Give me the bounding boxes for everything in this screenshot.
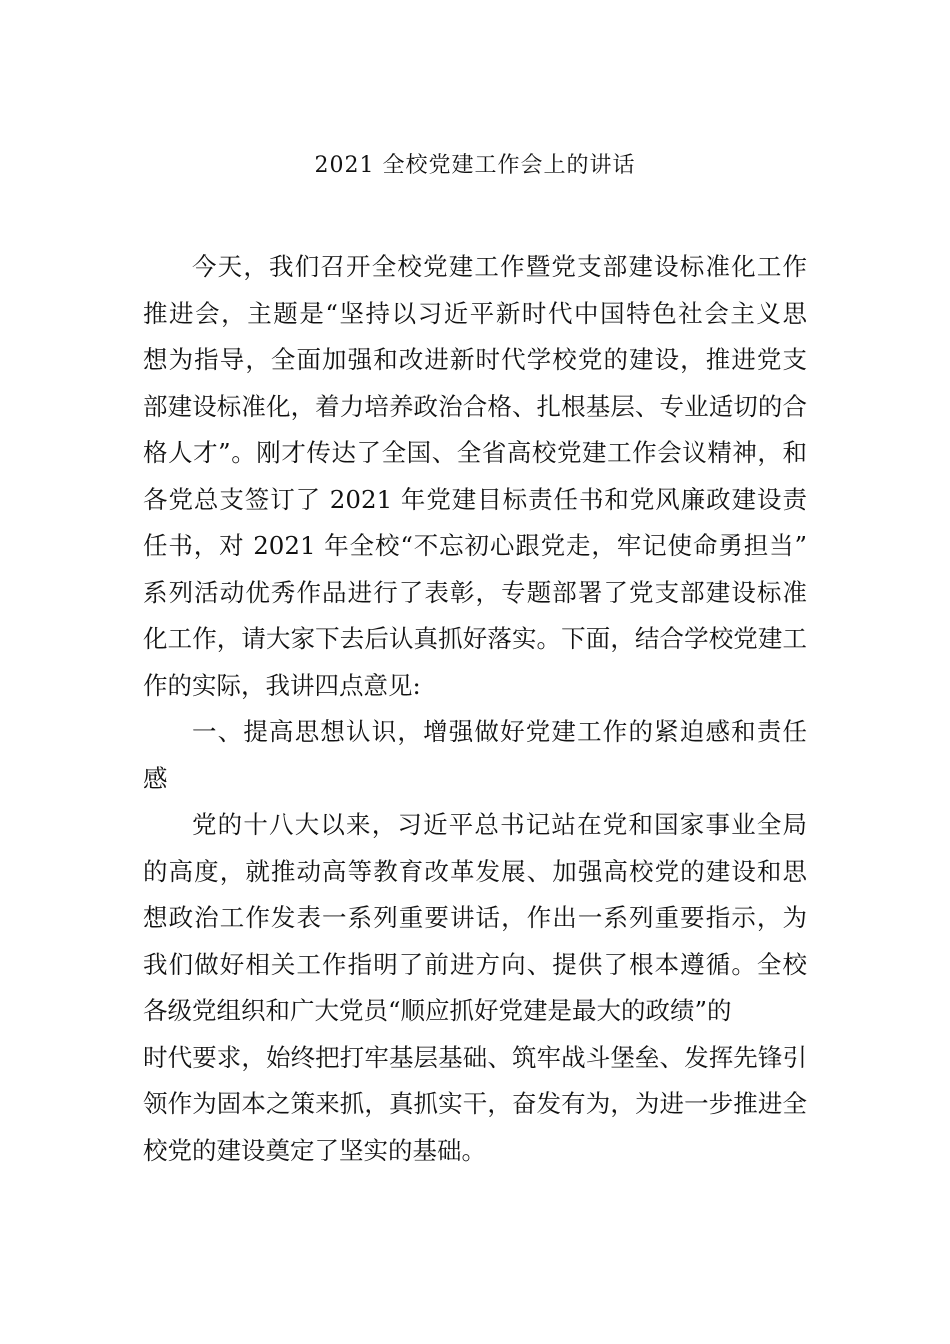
body-line: 时代要求，始终把打牢基层基础、筑牢战斗堡垒、发挥先锋引 (143, 1042, 807, 1072)
document-title: 2021 全校党建工作会上的讲话 (314, 153, 636, 178)
body-line: 格人才”。刚才传达了全国、全省高校党建工作会议精神，和 (143, 438, 807, 467)
body-line: 推进会，主题是“坚持以习近平新时代中国特色社会主义思 (143, 298, 807, 328)
body-line: 系列活动优秀作品进行了表彰，专题部署了党支部建设标准 (143, 577, 807, 607)
body-line: 领作为固本之策来抓，真抓实干，奋发有为，为进一步推进全 (143, 1089, 807, 1118)
body-line: 校党的建设奠定了坚实的基础。 (143, 1135, 486, 1165)
body-line: 各党总支签订了 2021 年党建目标责任书和党风廉政建设责 (143, 484, 807, 514)
document-body (143, 244, 807, 1174)
body-line: 想政治工作发表一系列重要讲话，作出一系列重要指示，为 (143, 903, 807, 932)
body-line: 的高度，就推动高等教育改革发展、加强高校党的建设和思 (143, 856, 807, 886)
body-line: 部建设标准化，着力培养政治合格、扎根基层、专业适切的合 (143, 391, 807, 421)
body-line: 想为指导，全面加强和改进新时代学校党的建设，推进党支 (143, 345, 807, 374)
body-line: 任书，对 2021 年全校“不忘初心跟党走，牢记使命勇担当” (143, 531, 807, 560)
body-line: 作的实际，我讲四点意见: (143, 670, 421, 700)
section-heading: 一、提高思想认识，增强做好党建工作的紧迫感和责任 (192, 717, 807, 746)
section-heading: 感 (143, 763, 168, 793)
body-line: 化工作，请大家下去后认真抓好落实。下面，结合学校党建工 (143, 624, 807, 653)
body-line: 各级党组织和广大党员“顺应抓好党建是最大的政绩”的 (143, 996, 732, 1025)
body-line: 我们做好相关工作指明了前进方向、提供了根本遵循。全校 (143, 949, 807, 979)
body-line: 党的十八大以来，习近平总书记站在党和国家事业全局 (192, 810, 807, 839)
body-line: 今天，我们召开全校党建工作暨党支部建设标准化工作 (192, 252, 807, 281)
